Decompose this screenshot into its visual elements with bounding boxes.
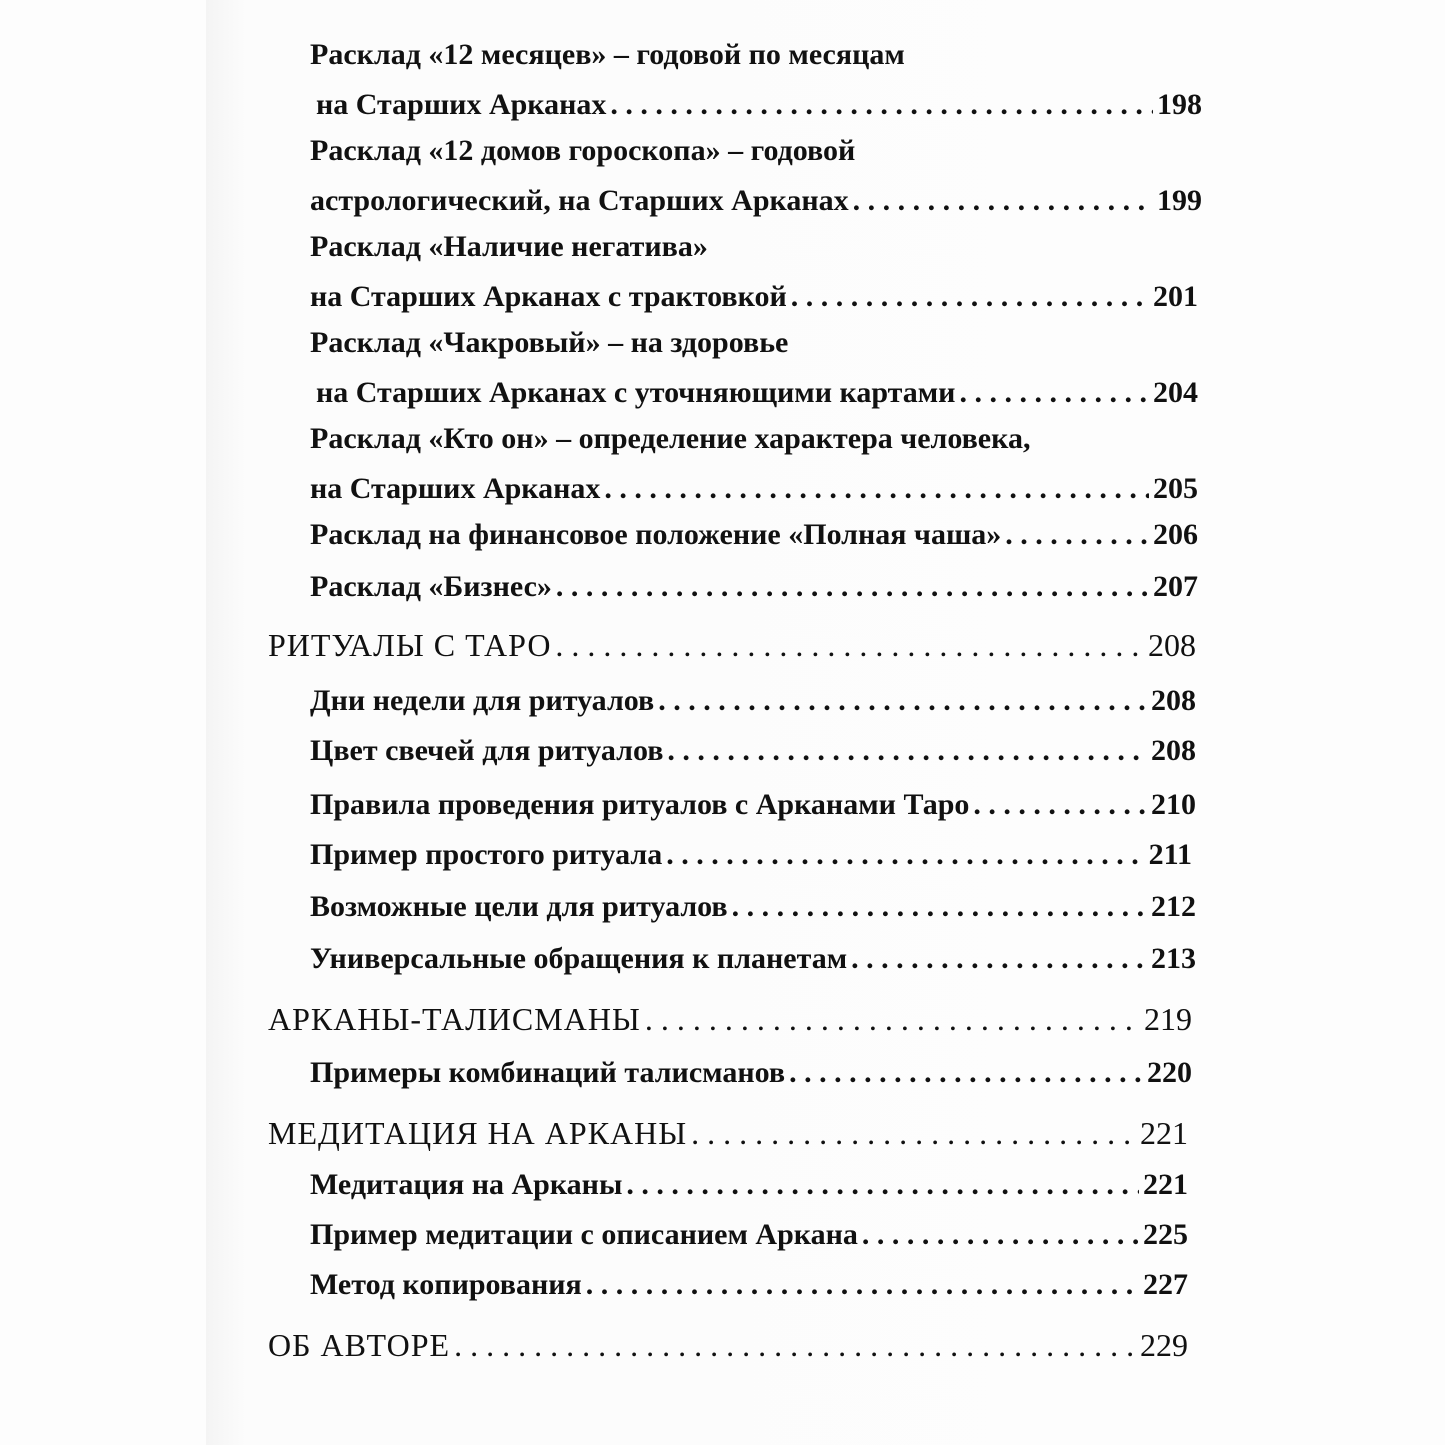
dot-leader — [732, 888, 1147, 926]
dot-leader — [862, 1216, 1139, 1254]
toc-entry — [310, 888, 1196, 932]
toc-entry-title: Метод копирования — [310, 1268, 582, 1301]
dot-leader — [973, 786, 1147, 824]
toc-page-number: 208 — [1151, 684, 1196, 717]
toc-entry-title: Дни недели для ритуалов — [310, 684, 655, 717]
toc-page-number: 220 — [1147, 1056, 1192, 1089]
toc-entry — [310, 1054, 1192, 1098]
toc-entry-title: на Старших Арканах с трактовкой — [310, 280, 787, 313]
dot-leader — [791, 278, 1149, 316]
toc-entry — [310, 568, 1198, 612]
dot-leader — [853, 182, 1153, 220]
toc-page-number: 205 — [1153, 472, 1198, 505]
toc-entry-title: Расклад «Бизнес» — [310, 570, 552, 603]
toc-section-entry — [268, 626, 1196, 670]
toc-entry-title: Возможные цели для ритуалов — [310, 890, 728, 923]
dot-leader — [555, 626, 1144, 664]
toc-section-entry — [268, 1000, 1192, 1044]
toc-section-entry — [268, 1114, 1188, 1158]
dot-leader — [1005, 516, 1149, 554]
toc-page-number: 198 — [1157, 88, 1202, 121]
dot-leader — [586, 1266, 1139, 1304]
toc-entry — [310, 228, 1198, 322]
dot-leader — [454, 1326, 1136, 1364]
toc-page-number: 221 — [1143, 1168, 1188, 1201]
dot-leader — [610, 86, 1153, 124]
toc-entry — [310, 940, 1196, 984]
toc-entry-title: Расклад «12 месяцев» – годовой по месяцам — [310, 38, 905, 71]
toc-entry-title: Универсальные обращения к планетам — [310, 942, 848, 975]
toc-page-number: 210 — [1151, 788, 1196, 821]
toc-page-number: 211 — [1148, 838, 1192, 871]
toc-section-entry — [268, 1326, 1188, 1370]
dot-leader — [851, 940, 1147, 978]
toc-entry-title: Правила проведения ритуалов с Арканами Таро — [310, 788, 970, 821]
toc-entry — [310, 732, 1196, 776]
dot-leader — [658, 682, 1147, 720]
toc-page-number: 225 — [1143, 1218, 1188, 1251]
toc-entry-title: на Старших Арканах — [316, 88, 607, 121]
dot-leader — [645, 1000, 1140, 1038]
toc-entry-title: Цвет свечей для ритуалов — [310, 734, 664, 767]
toc-page-number: 213 — [1151, 942, 1196, 975]
toc-page-number: 227 — [1143, 1268, 1188, 1301]
toc-entry — [310, 1266, 1188, 1310]
toc-page-number: 204 — [1153, 376, 1198, 409]
toc-entry-title: Расклад «Чакровый» – на здоровье — [310, 326, 789, 359]
toc-entry — [310, 1216, 1188, 1260]
toc-entry — [310, 836, 1192, 880]
toc-page-number: 199 — [1157, 184, 1202, 217]
toc-entry-title: МЕДИТАЦИЯ НА АРКАНЫ — [268, 1115, 688, 1151]
toc-entry-title: Пример медитации с описанием Аркана — [310, 1218, 858, 1251]
toc-entry-title: АРКАНЫ-ТАЛИСМАНЫ — [268, 1001, 641, 1037]
toc-page-number: 229 — [1140, 1327, 1188, 1363]
toc-entry — [310, 36, 1202, 130]
dot-leader — [626, 1166, 1139, 1204]
toc-entry-title: астрологический, на Старших Арканах — [310, 184, 849, 217]
toc-entry-title: ОБ АВТОРЕ — [268, 1327, 451, 1363]
dot-leader — [691, 1114, 1136, 1152]
toc-entry-title: на Старших Арканах — [310, 472, 601, 505]
toc-entry — [310, 516, 1198, 560]
toc-entry-title: на Старших Арканах с уточняющими картами — [316, 376, 956, 409]
dot-leader — [789, 1054, 1143, 1092]
dot-leader — [604, 470, 1149, 508]
toc-entry-title: Расклад «12 домов гороскопа» – годовой — [310, 134, 856, 167]
dot-leader — [667, 732, 1147, 770]
toc-entry-title: Расклад «Наличие негатива» — [310, 230, 708, 263]
toc-entry-title: Примеры комбинаций талисманов — [310, 1056, 786, 1089]
toc-page-number: 212 — [1151, 890, 1196, 923]
toc-entry-title: Медитация на Арканы — [310, 1168, 623, 1201]
toc-entry — [310, 132, 1202, 226]
dot-leader — [666, 836, 1144, 874]
toc-entry — [310, 786, 1196, 830]
dot-leader — [959, 374, 1149, 412]
toc-entry — [310, 682, 1196, 726]
toc-entry — [310, 324, 1198, 418]
toc-page-number: 208 — [1148, 627, 1196, 663]
toc-entry-title: Пример простого ритуала — [310, 838, 663, 871]
dot-leader — [556, 568, 1149, 606]
toc-page-number: 221 — [1140, 1115, 1188, 1151]
toc-page-number: 208 — [1151, 734, 1196, 767]
toc-entry-title: РИТУАЛЫ С ТАРО — [268, 627, 552, 663]
toc-entry — [310, 420, 1198, 514]
toc-entry-title: Расклад «Кто он» – определение характера человека, — [310, 422, 1031, 455]
toc-page-number: 219 — [1144, 1001, 1192, 1037]
toc-page-number: 206 — [1153, 518, 1198, 551]
toc-page-number: 207 — [1153, 570, 1198, 603]
toc-page-number: 201 — [1153, 280, 1198, 313]
toc-entry — [310, 1166, 1188, 1210]
toc-entry-title: Расклад на финансовое положение «Полная чаша» — [310, 518, 1002, 551]
